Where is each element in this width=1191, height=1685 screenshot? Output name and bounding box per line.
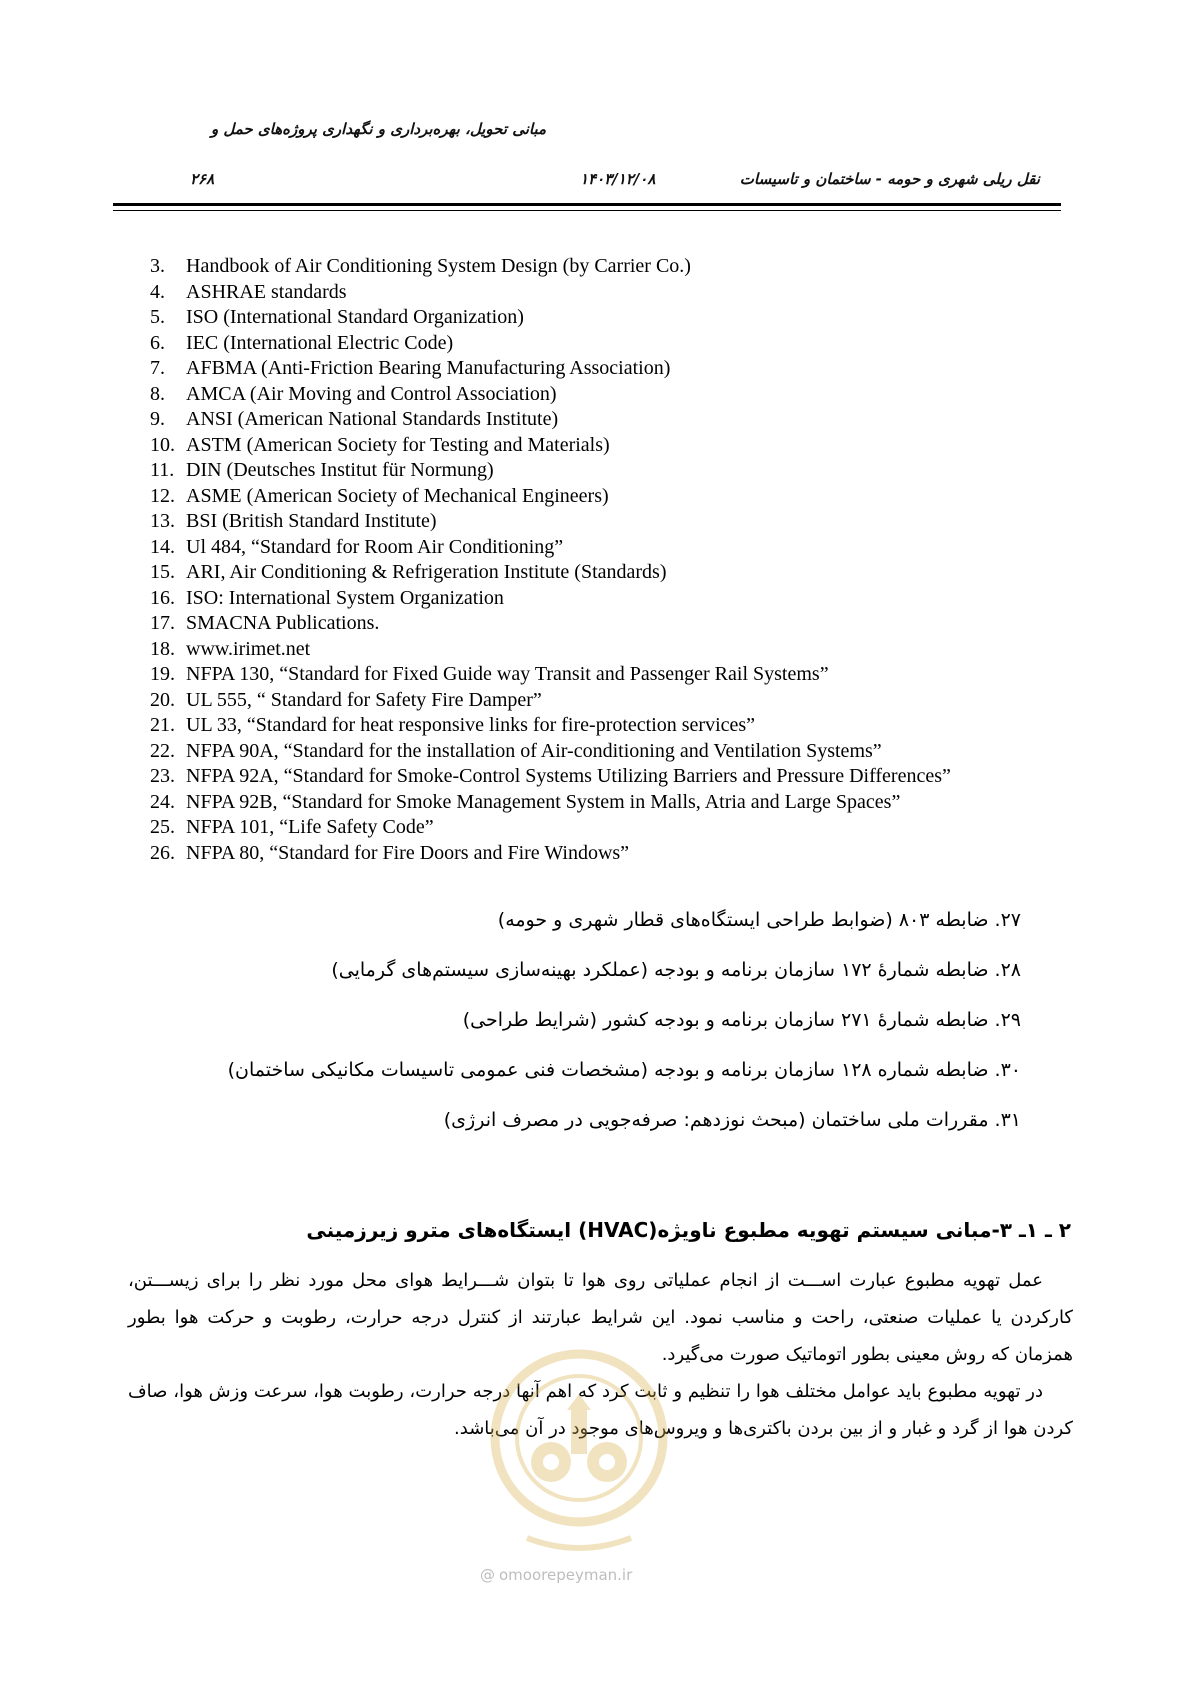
reference-text: IEC (International Electric Code) [186,331,454,354]
reference-item [150,713,1080,739]
reference-text: NFPA 90A, “Standard for the installation of Air-conditioning and Ventilation Systems” [186,739,882,762]
at-icon: @ [480,1566,495,1584]
reference-number: 25. [150,816,175,838]
reference-list [150,254,1080,866]
reference-text: ARI, Air Conditioning & Refrigeration Institute (Standards) [186,561,667,583]
persian-reference-item: ۳۱. مقررات ملی ساختمان (مبحث نوزدهم: صرفه‌جویی در مصرف انرژی) [443,1109,1021,1131]
page-number: ۲۶۸ [190,170,215,188]
reference-text: DIN (Deutsches Institut für Normung) [186,459,494,481]
reference-item [150,280,1080,306]
reference-item [150,484,1080,510]
watermark-url-text: omoorepeyman.ir [499,1566,633,1584]
reference-text: ASME (American Society of Mechanical Engineers) [186,484,609,507]
reference-item [150,560,1080,586]
reference-item [150,407,1080,433]
reference-text: NFPA 101, “Life Safety Code” [186,816,434,838]
header-date: ۱۴۰۳/۱۲/۰۸ [580,170,656,188]
reference-item [150,790,1080,816]
reference-number: 21. [150,714,175,736]
reference-item [150,637,1080,663]
reference-number: 26. [150,841,175,864]
reference-text: ISO: International System Organization [186,586,504,609]
reference-text: NFPA 130, “Standard for Fixed Guide way Transit and Passenger Rail Systems” [186,663,829,685]
reference-text: AMCA (Air Moving and Control Association) [186,382,557,405]
reference-text: NFPA 80, “Standard for Fire Doors and Fire Windows” [186,841,630,864]
reference-item [150,739,1080,765]
reference-text: ASTM (American Society for Testing and Materials) [186,433,610,456]
reference-number: 10. [150,433,175,456]
persian-reference-list [141,895,1021,1145]
reference-item [150,611,1080,637]
reference-number: 13. [150,510,175,532]
reference-item [150,841,1080,867]
reference-item [150,356,1080,382]
reference-item [150,662,1080,688]
reference-item [150,509,1080,535]
reference-text: ASHRAE standards [186,280,347,303]
reference-item [150,305,1080,331]
persian-reference-item: ۲۸. ضابطه شمارهٔ ۱۷۲ سازمان برنامه و بودجه (عملکرد بهینه‌سازی سیستم‌های گرمایی) [331,959,1021,981]
seal-ribbon [527,1538,631,1548]
reference-number: 16. [150,586,175,609]
reference-number: 23. [150,765,175,787]
reference-text: NFPA 92A, “Standard for Smoke-Control Systems Utilizing Barriers and Pressure Differences” [186,765,951,787]
reference-text: www.irimet.net [186,637,311,660]
reference-number: 9. [150,408,165,430]
reference-item [150,815,1080,841]
reference-text: UL 555, “ Standard for Safety Fire Damper” [186,688,542,711]
reference-item [150,764,1080,790]
persian-reference-item: ۳۰. ضابطه شماره ۱۲۸ سازمان برنامه و بودجه (مشخصات فنی عمومی تاسیسات مکانیکی ساختمان) [227,1059,1021,1081]
persian-reference-item: ۲۹. ضابطه شمارهٔ ۲۷۱ سازمان برنامه و بودجه کشور (شرایط طراحی) [462,1009,1021,1031]
header-rule-thin [113,210,1061,211]
reference-number: 17. [150,612,175,634]
watermark-url [480,1566,710,1584]
reference-number: 7. [150,357,165,379]
watermark-seal [487,1338,671,1554]
reference-item [150,586,1080,612]
header-rule [113,203,1061,206]
reference-number: 11. [150,459,175,481]
reference-number: 6. [150,331,165,354]
seal-gears [531,1394,627,1482]
header-title: مبانی تحویل، بهره‌برداری و نگهداری پروژه‌های حمل و [210,120,546,138]
paragraph-text: در تهویه مطبوع باید عوامل مختلف هوا را تنظیم و ثابت کرد که اهم آنها درجه حرارت، رطوبت هوا، سرعت وزش هوا، صاف کردن هوا از گرد و غبار و از بین بردن باکتری‌ها و ویروس‌های موجود در آن می‌باشد. [128,1381,1073,1439]
reference-text: Ul 484, “Standard for Room Air Conditioning” [186,535,564,558]
reference-item [150,382,1080,408]
reference-number: 5. [150,306,165,328]
reference-number: 15. [150,561,175,583]
reference-number: 4. [150,280,165,303]
reference-text: SMACNA Publications. [186,612,380,634]
reference-text: Handbook of Air Conditioning System Design (by Carrier Co.) [186,255,691,277]
reference-item [150,433,1080,459]
reference-number: 19. [150,663,175,685]
reference-item [150,331,1080,357]
header-subtitle: نقل ریلی شهری و حومه - ساختمان و تاسیسات [739,170,1040,188]
paragraph-text: عمل تهویه مطبوع عبارت اســـت از انجام عملیاتی روی هوا تا بتوان شـــرایط هوای محل مورد نظر را برای زیســـتن، کارکردن یا عملیات صنعتی، راحت و مناسب نمود. این شرایط عبارتند از کنترل درجه حرارت، رطوبت و حرکت هوا بطور همزمان که روش معینی بطور اتوماتیک صورت می‌گیرد. [128,1270,1073,1365]
reference-text: NFPA 92B, “Standard for Smoke Management System in Malls, Atria and Large Spaces” [186,790,901,813]
reference-number: 20. [150,688,175,711]
reference-number: 12. [150,484,175,507]
reference-item [150,458,1080,484]
reference-text: BSI (British Standard Institute) [186,510,437,532]
reference-text: AFBMA (Anti-Friction Bearing Manufacturing Association) [186,357,671,379]
reference-number: 14. [150,535,175,558]
reference-item [150,254,1080,280]
reference-item [150,535,1080,561]
reference-item [150,688,1080,714]
persian-reference-item: ۲۷. ضابطه ۸۰۳ (ضوابط طراحی ایستگاه‌های قطار شهری و حومه) [497,909,1021,931]
reference-number: 22. [150,739,175,762]
reference-text: ISO (International Standard Organization) [186,306,524,328]
reference-number: 8. [150,382,165,405]
reference-number: 24. [150,790,175,813]
reference-number: 18. [150,637,175,660]
section-heading: ۲ ـ ۱ـ ۳-مبانی سیستم تهویه مطبوع ناویژه(HVAC) ایستگاه‌های مترو زیرزمینی [306,1218,1071,1242]
reference-text: ANSI (American National Standards Institute) [186,408,559,430]
reference-number: 3. [150,255,165,277]
header-subline [190,170,1040,194]
reference-text: UL 33, “Standard for heat responsive links for fire-protection services” [186,714,756,736]
